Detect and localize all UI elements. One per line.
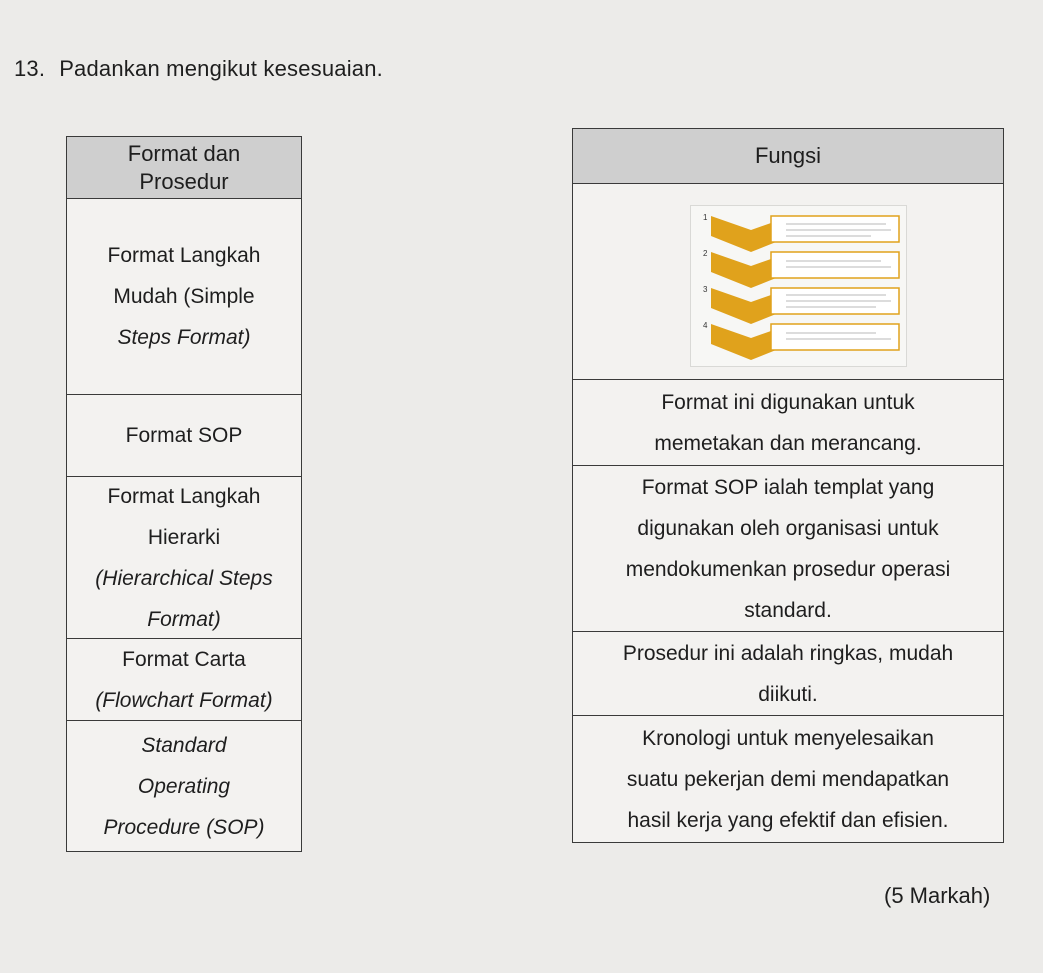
cell-line: Mudah (Simple: [113, 285, 255, 308]
table-row-sop-format: [67, 395, 301, 477]
step-3-chevron: [711, 288, 899, 324]
cell-line: Format ini digunakan untuk: [661, 390, 915, 414]
hierarchical-steps-diagram-image: [691, 206, 906, 366]
cell-line: suatu pekerjan demi mendapatkan: [626, 767, 950, 791]
cell-line: Procedure (SOP): [103, 815, 265, 839]
table-row-sop: [67, 721, 301, 851]
step-number: 3: [703, 284, 708, 294]
step-1-chevron: [711, 216, 899, 252]
table-row-hierarchical: [67, 477, 301, 639]
table-row-simple-steps: [67, 199, 301, 395]
cell-line: standard.: [744, 598, 832, 622]
table-row-fungsi-2: [573, 466, 1003, 632]
marks-label: (5 Markah): [884, 883, 991, 908]
question-text: Padankan mengikut kesesuaian.: [59, 56, 383, 81]
table-row-fungsi-4: [573, 716, 1003, 842]
question: [14, 56, 383, 82]
step-4-chevron: [711, 324, 899, 360]
fungsi-table: [572, 128, 1004, 843]
cell-line: Format Langkah: [107, 484, 261, 508]
step-number: 1: [703, 212, 708, 222]
cell-line: Format Carta: [122, 647, 246, 671]
cell-line: Operating: [137, 774, 231, 798]
cell-line: Format Langkah: [107, 244, 261, 267]
cell-line: Format): [147, 607, 221, 631]
step-number: 4: [703, 320, 708, 330]
cell-line: Prosedur ini adalah ringkas, mudah: [622, 641, 954, 665]
question-number: 13.: [14, 56, 46, 81]
format-prosedur-table: [66, 136, 302, 852]
cell-line: hasil kerja yang efektif dan efisien.: [627, 808, 949, 832]
header-line: Format dan: [127, 140, 241, 166]
cell-line: memetakan dan merancang.: [654, 431, 922, 455]
cell-line: diikuti.: [758, 682, 818, 706]
cell-line: digunakan oleh organisasi untuk: [637, 516, 939, 540]
header-line: Prosedur: [139, 168, 229, 194]
cell-line: Format SOP ialah templat yang: [641, 475, 935, 499]
cell-line: Format SOP: [125, 424, 243, 447]
cell-line: Steps Format): [117, 326, 251, 349]
fungsi-header: Fungsi: [573, 129, 1003, 184]
table-row-fungsi-1: [573, 380, 1003, 466]
cell-line: Standard: [141, 733, 227, 757]
step-2-chevron: [711, 252, 899, 288]
table-row-diagram: [573, 184, 1003, 380]
cell-line: (Hierarchical Steps: [95, 566, 273, 590]
step-number: 2: [703, 248, 708, 258]
table-row-flowchart: [67, 639, 301, 721]
cell-line: Kronologi untuk menyelesaikan: [642, 726, 934, 750]
cell-line: (Flowchart Format): [95, 688, 273, 712]
cell-line: mendokumenkan prosedur operasi: [625, 557, 951, 581]
format-prosedur-header: [67, 137, 301, 199]
table-row-fungsi-3: [573, 632, 1003, 716]
cell-line: Hierarki: [147, 525, 221, 549]
